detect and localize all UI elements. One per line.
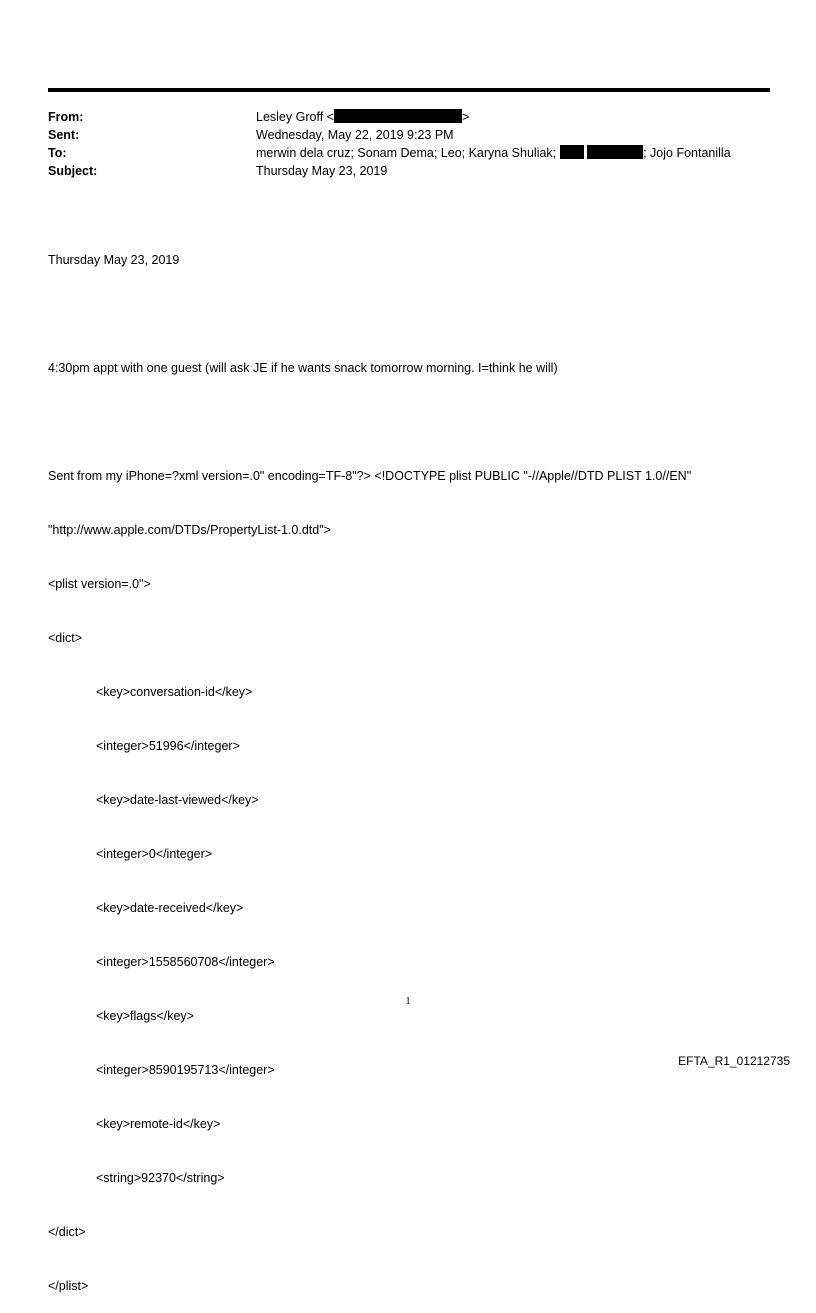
sent-value: Wednesday, May 22, 2019 9:23 PM [256,128,454,142]
body-date-line: Thursday May 23, 2019 [48,253,180,267]
dict-close: </dict> [48,1225,86,1239]
dict-open: <dict> [48,631,83,645]
from-value [256,108,778,126]
email-body [48,215,778,1313]
to-value [256,144,778,162]
subject-label: Subject: [48,164,98,178]
to-row [48,144,778,162]
to-label: To: [48,146,67,160]
plist-entry: <integer>0</integer> [96,847,213,861]
plist-entry: <integer>8590195713</integer> [96,1063,275,1077]
signature-line-2: "http://www.apple.com/DTDs/PropertyList-1.0.dtd"> [48,523,331,537]
page-number: 1 [405,995,411,1007]
redaction-box [334,109,462,123]
plist-open: <plist version=.0"> [48,577,151,591]
from-close: > [461,110,470,124]
plist-entry: <key>date-received</key> [96,901,244,915]
signature-line-1: Sent from my iPhone=?xml version=.0" encoding=TF-8"?> <!DOCTYPE plist PUBLIC "-//Apple//DTD PLIST 1.0//EN" [48,469,692,483]
plist-entry: <key>conversation-id</key> [96,685,253,699]
plist-entry: <key>remote-id</key> [96,1117,221,1131]
plist-entry: <integer>51996</integer> [96,739,240,753]
from-label: From: [48,110,84,124]
bates-number: EFTA_R1_01212735 [678,1054,790,1068]
spacer [48,413,778,431]
plist-entry: <string>92370</string> [96,1171,225,1185]
to-recipients: merwin dela cruz; Sonam Dema; Leo; Karyna Shuliak; [256,146,557,160]
plist-close: </plist> [48,1279,89,1293]
subject-row [48,162,778,180]
body-appointment-line: 4:30pm appt with one guest (will ask JE if he wants snack tomorrow morning. I=think he will) [48,361,558,375]
from-name: Lesley Groff < [256,110,334,124]
subject-value: Thursday May 23, 2019 [256,164,388,178]
sent-label: Sent: [48,128,80,142]
spacer [48,305,778,323]
to-tail: ; Jojo Fontanilla [643,146,731,160]
header-rule [48,88,770,92]
plist-entry: <key>date-last-viewed</key> [96,793,259,807]
email-header [48,108,778,180]
redaction-box [560,145,584,159]
redaction-box [587,145,643,159]
plist-entry: <integer>1558560708</integer> [96,955,275,969]
plist-entry: <key>flags</key> [96,1009,194,1023]
sent-row [48,126,778,144]
from-row [48,108,778,126]
